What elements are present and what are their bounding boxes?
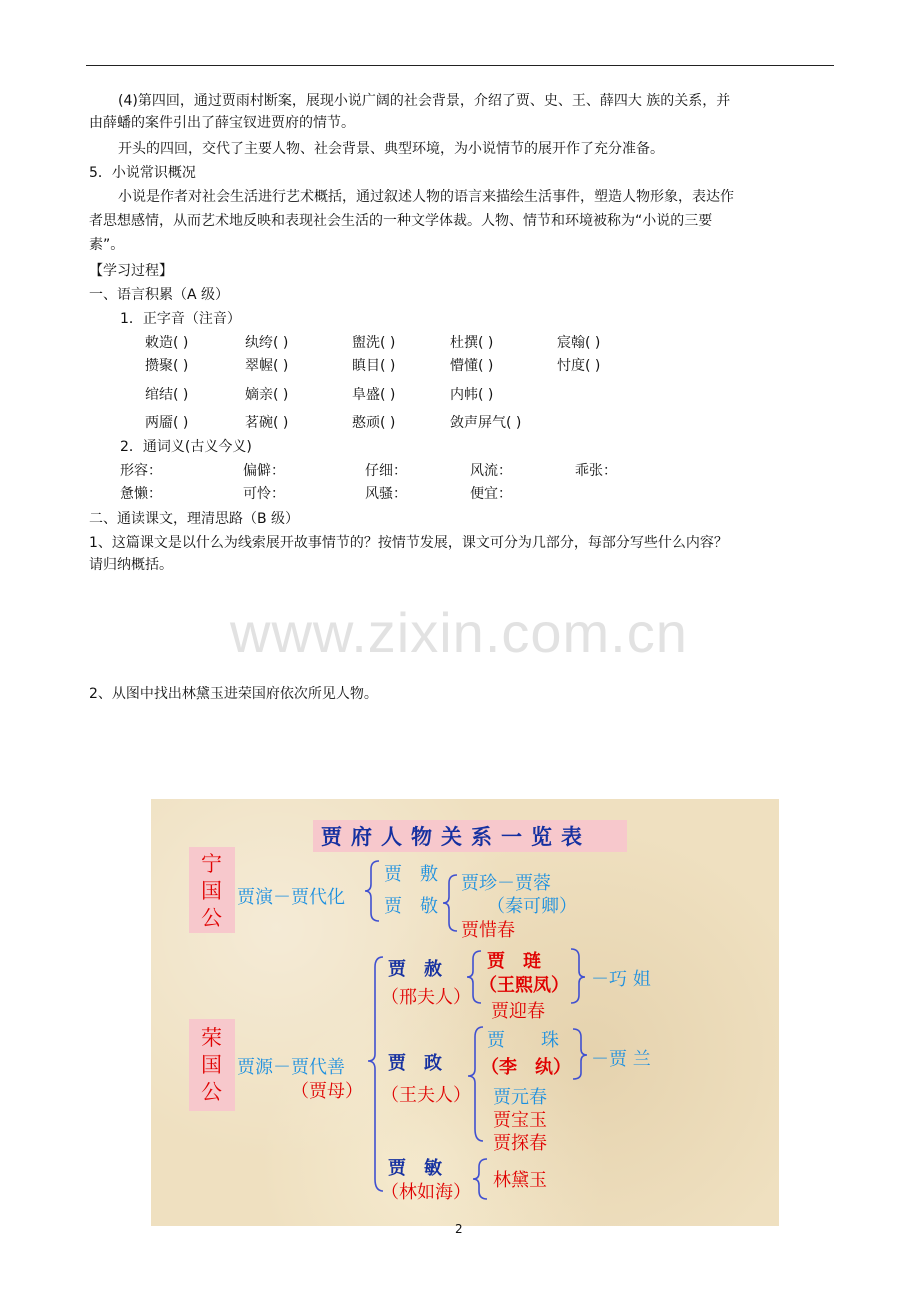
jia-min: 贾 敏 (388, 1158, 442, 1179)
jia-baoyu: 贾宝玉 (493, 1110, 547, 1131)
jia-yuanchun: 贾元春 (493, 1087, 547, 1108)
word-item: 偏僻： (243, 463, 285, 479)
pinyin-item: 内帏( ) (450, 387, 494, 403)
jia-zhu: 贾 珠 (487, 1030, 559, 1051)
li-wan: （李 纨） (481, 1057, 571, 1078)
section-heading: 一、语言积累（A 级） (89, 287, 230, 303)
paragraph-line: 小说是作者对社会生活进行艺术概括，通过叙述人物的语言来描绘生活事件，塑造人物形象，表达作 (118, 189, 734, 205)
jia-mu: （贾母） (291, 1081, 363, 1102)
paragraph-line: (4)第四回，通过贾雨村断案，展现小说广阔的社会背景，介绍了贾、史、王、薛四大 族的关系，并 (118, 93, 731, 109)
chart-title: 贾府人物关系一览表 (321, 825, 591, 849)
page-number: 2 (455, 1222, 463, 1236)
pinyin-item: 懵懂( ) (450, 358, 494, 374)
jia-lan: －贾 兰 (591, 1049, 651, 1070)
paragraph-line: 素”。 (89, 237, 125, 253)
pinyin-item: 嫡亲( ) (245, 387, 289, 403)
jia-zhen: 贾珍－贾蓉 (461, 873, 551, 894)
pinyin-item: 盥洗( ) (352, 335, 396, 351)
pinyin-item: 阜盛( ) (352, 387, 396, 403)
question-line: 请归纳概括。 (89, 557, 173, 573)
question-line: 2、从图中找出林黛玉进荣国府依次所见人物。 (89, 686, 378, 702)
qin-keqing: （秦可卿） (487, 896, 577, 917)
watermark: www.zixin.com.cn (230, 601, 688, 664)
word-item: 惫懒： (120, 486, 162, 502)
paragraph-line: 由薛蟠的案件引出了薛宝钗进贾府的情节。 (89, 115, 355, 131)
word-item: 风流： (470, 463, 512, 479)
qiao-jie: －巧 姐 (591, 969, 651, 990)
pinyin-item: 纨绔( ) (245, 335, 289, 351)
section-heading: 二、通读课文，理清思路（B 级） (89, 511, 300, 527)
family-chart (151, 799, 779, 1226)
pinyin-item: 茗碗( ) (245, 415, 289, 431)
ning-guo-gong: 宁国公 (201, 852, 222, 930)
question-line: 1、这篇课文是以什么为线索展开故事情节的？按情节发展，课文可分为几部分，每部分写些什么内容？ (89, 535, 728, 551)
jia-fu: 贾 敷 (384, 864, 438, 885)
pinyin-item: 忖度( ) (557, 358, 601, 374)
pinyin-item: 攒聚( ) (145, 358, 189, 374)
header-rule (86, 65, 834, 66)
jia-zheng: 贾 政 (388, 1053, 442, 1074)
pinyin-item: 杜撰( ) (450, 335, 494, 351)
jia-lian: 贾 琏 (487, 951, 541, 972)
jia-she: 贾 赦 (388, 959, 442, 980)
jia-yingchun: 贾迎春 (491, 1001, 545, 1022)
pinyin-item: 翠幄( ) (245, 358, 289, 374)
jia-jing: 贾 敬 (384, 896, 438, 917)
word-item: 仔细： (365, 463, 407, 479)
pinyin-item: 宸翰( ) (557, 335, 601, 351)
pinyin-item: 敕造( ) (145, 335, 189, 351)
paragraph-line: 者思想感情，从而艺术地反映和表现社会生活的一种文学体裁。人物、情节和环境被称为“小说的三要 (89, 213, 713, 229)
xing-furen: （邢夫人） (381, 987, 471, 1008)
wang-xifeng: （王熙凤） (479, 975, 569, 996)
jia-xichun: 贾惜春 (461, 920, 515, 941)
pinyin-item: 敛声屏气( ) (450, 415, 522, 431)
chart-braces (151, 799, 779, 1226)
jia-yan: 贾演－贾代化 (237, 887, 345, 908)
section-heading: 5．小说常识概况 (89, 165, 196, 181)
word-item: 便宜： (470, 486, 512, 502)
rong-guo-gong: 荣国公 (201, 1026, 222, 1104)
word-item: 可怜： (243, 486, 285, 502)
subsection-heading: 1．正字音（注音） (120, 311, 241, 327)
paragraph-line: 开头的四回，交代了主要人物、社会背景、典型环境，为小说情节的展开作了充分准备。 (118, 141, 664, 157)
wang-furen: （王夫人） (381, 1085, 471, 1106)
pinyin-item: 瞋目( ) (352, 358, 396, 374)
word-item: 形容： (120, 463, 162, 479)
pinyin-item: 憨顽( ) (352, 415, 396, 431)
pinyin-item: 两靥( ) (145, 415, 189, 431)
pinyin-item: 绾结( ) (145, 387, 189, 403)
jia-tanchun: 贾探春 (493, 1133, 547, 1154)
lin-daiyu: 林黛玉 (493, 1170, 547, 1191)
section-heading: 【学习过程】 (89, 263, 173, 279)
word-item: 乖张： (575, 463, 617, 479)
subsection-heading: 2．通词义(古义今义) (120, 439, 252, 455)
jia-yuan: 贾源－贾代善 (237, 1057, 345, 1078)
word-item: 风骚： (365, 486, 407, 502)
lin-ruhai: （林如海） (381, 1182, 471, 1203)
